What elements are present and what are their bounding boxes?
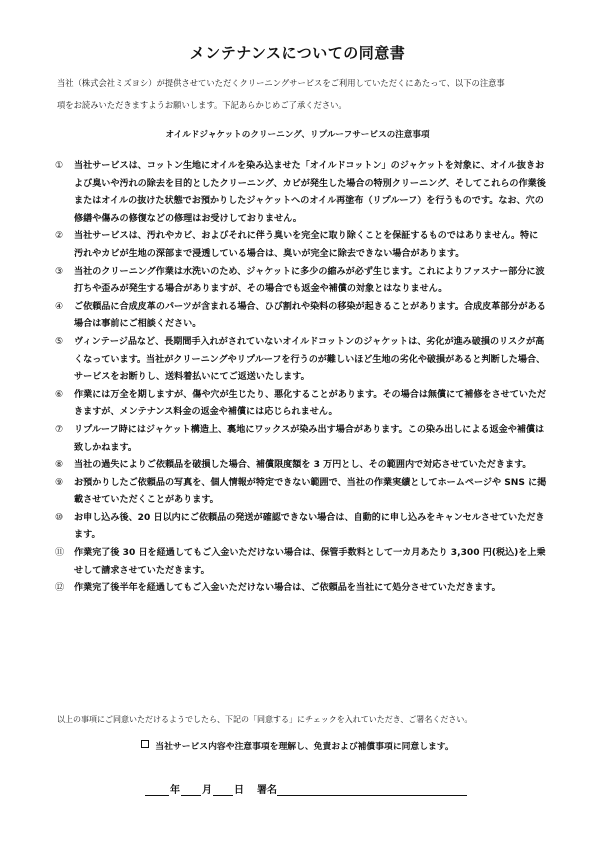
- clause-number: ①: [55, 161, 64, 171]
- agree-checkbox[interactable]: [141, 740, 149, 748]
- intro-line-1: 当社（株式会社ミズヨシ）が提供させていただくクリーニングサービスをご利用していただくにあたって、以下の注意事: [57, 78, 505, 88]
- clause-text: ご依頼品に合成皮革のパーツが含まれる場合、ひび割れや染料の移染が起きることがあります。合成皮革部分がある場合は事前にご相談ください。: [74, 301, 546, 330]
- clause-number: ⑨: [55, 477, 64, 488]
- clause-text: ヴィンテージ品など、長期間手入れがされていないオイルドコットンのジャケットは、劣化が進み破損のリスクが高くなっています。当社がクリーニングやリプルーフを行うのが難しいほど生地の劣化や破損があると判断した場合、サービスをお断りし、送料着払いにてご返送いたします。: [74, 336, 546, 383]
- clause-number: ⑥: [55, 389, 64, 400]
- clause-number: ④: [55, 301, 64, 312]
- clause-item: [55, 580, 547, 598]
- clause-item: [55, 228, 547, 263]
- clause-item: [55, 510, 547, 545]
- year-blank[interactable]: [145, 783, 169, 796]
- section-heading: オイルドジャケットのクリーニング、リプルーフサービスの注意事項: [165, 130, 430, 140]
- clause-text: 作業には万全を期しますが、傷や穴が生じたり、悪化することがあります。その場合は無償にて補修をさせていただきますが、メンテナンス料金の返金や補償には応じられません。: [74, 389, 547, 418]
- clause-number: ⑤: [55, 336, 64, 347]
- clause-text: 当社サービスは、汚れやカビ、およびそれに伴う臭いを完全に取り除くことを保証するものではありません。特に汚れやカビが生地の深部まで浸透している場合は、臭いが完全に除去できない場合があります。: [74, 231, 539, 259]
- clause-item: [55, 299, 547, 334]
- clause-number: ⑪: [55, 548, 65, 559]
- clause-text: 当社の過失によりご依頼品を破損した場合、補償限度額を 3 万円とし、その範囲内で対応させていただきます。: [74, 460, 532, 471]
- month-blank[interactable]: [181, 783, 201, 796]
- clause-number: ⑧: [55, 460, 64, 471]
- clause-item: [55, 422, 547, 457]
- day-blank[interactable]: [213, 783, 233, 796]
- clause-text: リプルーフ時にはジャケット構造上、裏地にワックスが染み出す場合があります。この染み出しによる返金や補償は致しかねます。: [74, 424, 545, 453]
- clause-text: 当社のクリーニング作業は水洗いのため、ジャケットに多少の縮みが必ず生じます。これによりファスナー部分に波打ちや歪みが発生する場合がありますが、その場合でも返金や補償の対象とはなりません。: [74, 266, 545, 295]
- clause-item: [55, 475, 547, 510]
- intro-line-2: 項をお読みいただきますようお願いします。下記あらかじめご了承ください。: [57, 100, 347, 110]
- footer-note: 以上の事項にご同意いただけるようでしたら、下記の「同意する」にチェックを入れていただき、ご署名ください。: [57, 715, 473, 724]
- clause-number: ⑦: [55, 424, 64, 435]
- day-unit: 日: [234, 785, 244, 796]
- clause-list: [55, 158, 547, 598]
- clause-item: [55, 264, 547, 299]
- signature-label: 署名: [257, 785, 277, 796]
- clause-text: お申し込み後、20 日以内にご依頼品の発送が確認できない場合は、自動的に申し込みをキャンセルさせていただきます。: [74, 512, 545, 541]
- year-unit: 年: [170, 785, 180, 796]
- clause-item: [55, 387, 547, 422]
- clause-item: [55, 334, 547, 387]
- clause-text: 当社サービスは、コットン生地にオイルを染み込ませた「オイルドコットン」のジャケットを対象に、オイル抜きおよび臭いや汚れの除去を目的としたクリーニング、カビが発生した場合の特別クリーニング、そしてこれらの作業後またはオイルの抜けた状態でお預かりしたジャケットへのオイル再塗布（リプルーフ）を行うものです。なお、穴の修繕や傷みの修復などの修理はお受けしておりません。: [74, 161, 546, 224]
- clause-item: [55, 457, 547, 475]
- document-title: メンテナンスについての同意書: [189, 44, 406, 62]
- agree-row: [0, 739, 595, 752]
- intro-paragraph: [57, 72, 547, 116]
- signature-row: [145, 781, 467, 796]
- clause-number: ②: [55, 231, 64, 242]
- clause-text: 作業完了後半年を経過してもご入金いただけない場合は、ご依頼品を当社にて処分させていただきます。: [74, 583, 501, 594]
- month-unit: 月: [202, 785, 212, 796]
- clause-number: ⑩: [55, 512, 64, 523]
- clause-item: [55, 158, 547, 228]
- agree-text: 当社サービス内容や注意事項を理解し、免責および補償事項に同意します。: [155, 742, 454, 752]
- clause-text: お預かりしたご依頼品の写真を、個人情報が特定できない範囲で、当社の作業実績としてホームページや SNS に掲載させていただくことがあります。: [74, 477, 547, 506]
- clause-text: 作業完了後 30 日を経過してもご入金いただけない場合は、保管手数料として一カ月あたり 3,300 円(税込)を上乗せして請求させていただきます。: [74, 548, 546, 576]
- clause-item: [55, 545, 547, 580]
- clause-number: ③: [55, 266, 64, 277]
- clause-number: ⑫: [55, 583, 65, 594]
- signature-blank[interactable]: [277, 783, 467, 796]
